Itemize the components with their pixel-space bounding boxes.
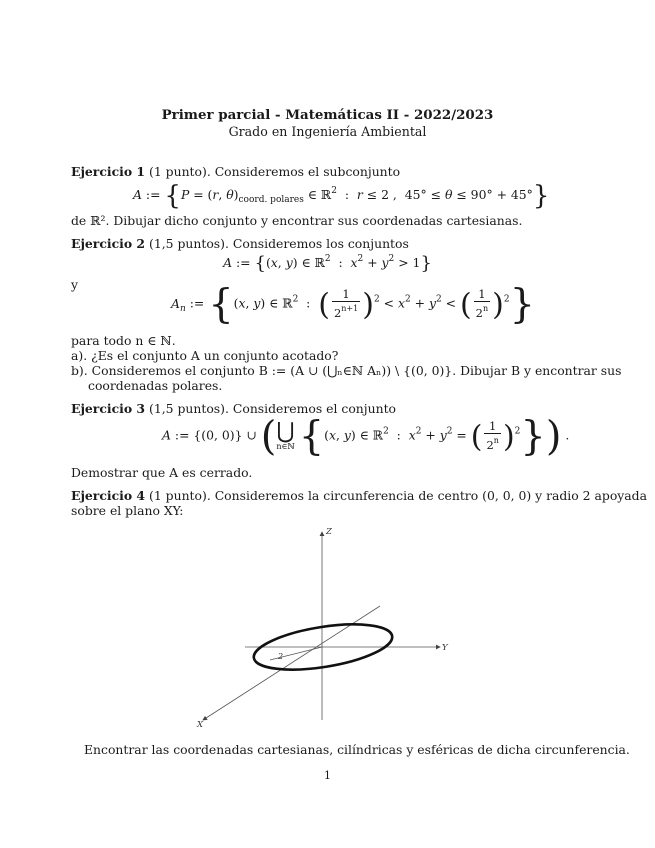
ej2-question-b-cont: coordenadas polares. bbox=[88, 378, 223, 393]
ej4-intro: (1 punto). Consideremos la circunferencia de centro (0, 0, 0) y radio 2 apoyada bbox=[149, 488, 647, 503]
ej4-question: Encontrar las coordenadas cartesianas, cilíndricas y esféricas de dicha circunferencia. bbox=[84, 742, 630, 757]
ej2-paratodo: para todo n ∈ ℕ. bbox=[71, 333, 176, 348]
ej3-label: Ejercicio 3 bbox=[71, 401, 146, 416]
ej2-intro: (1,5 puntos). Consideremos los conjuntos bbox=[149, 236, 409, 251]
ej2-question-a: a). ¿Es el conjunto A un conjunto acotado? bbox=[71, 348, 339, 363]
exam-title: Primer parcial - Matemáticas II - 2022/2023 bbox=[161, 107, 494, 123]
ej4-intro-cont: sobre el plano XY: bbox=[71, 503, 184, 518]
radius-label: 2 bbox=[278, 652, 284, 661]
ej2-formula-an: $A_n$ := {(x, y) ∈ ℝ$^2$ : ( $\frac{1}{2^{n+1}}$ )$^2 < x^2 + y^2$ < ( $\frac{1}{2^n}$ )$^2$} bbox=[171, 281, 536, 328]
ej1-heading bbox=[71, 164, 400, 179]
ej3-statement: Demostrar que A es cerrado. bbox=[71, 465, 253, 480]
page-number: 1 bbox=[324, 769, 331, 782]
ej1-intro: (1 punto). Consideremos el subconjunto bbox=[149, 164, 401, 179]
ej2-question-b: b). Consideremos el conjunto B := (A ∪ (⋃ₙ∈ℕ Aₙ)) \ {(0, 0)}. Dibujar B y encontrar sus bbox=[71, 363, 622, 378]
ej2-heading bbox=[71, 236, 409, 251]
ej1-formula: A := {P = (r, $\theta)_{coord. polares}$ ∈ ℝ$^2$ : r ≤ 2 , 45° ≤ θ ≤ 90° + 45°} bbox=[133, 181, 550, 211]
axis-label-y: Y bbox=[442, 643, 448, 653]
ej1-statement: de ℝ². Dibujar dicho conjunto y encontrar sus coordenadas cartesianas. bbox=[71, 213, 523, 228]
ej3-formula: A := {(0, 0)} ∪ ( ⋃ n∈ℕ {(x, y) ∈ ℝ$^2$ : $x^2 + y^2$ = ( $\frac{1}{2^n}$ )$^2$}) . bbox=[162, 413, 570, 460]
ej4-label: Ejercicio 4 bbox=[71, 488, 146, 503]
axis-label-z: Z bbox=[326, 527, 332, 537]
ej2-label: Ejercicio 2 bbox=[71, 236, 146, 251]
ej3-heading bbox=[71, 401, 396, 416]
ej2-y: y bbox=[71, 277, 78, 292]
ej4-heading bbox=[71, 488, 647, 503]
exam-subtitle: Grado en Ingeniería Ambiental bbox=[228, 124, 427, 139]
axis-label-x: X bbox=[197, 720, 204, 730]
ej1-label: Ejercicio 1 bbox=[71, 164, 146, 179]
ej3-intro: (1,5 puntos). Consideremos el conjunto bbox=[149, 401, 397, 416]
ej2-formula-a: A := {(x, y) ∈ ℝ$^2$ : $x^2 + y^2 > 1$} bbox=[223, 253, 432, 274]
circle-3d-figure bbox=[190, 520, 460, 735]
